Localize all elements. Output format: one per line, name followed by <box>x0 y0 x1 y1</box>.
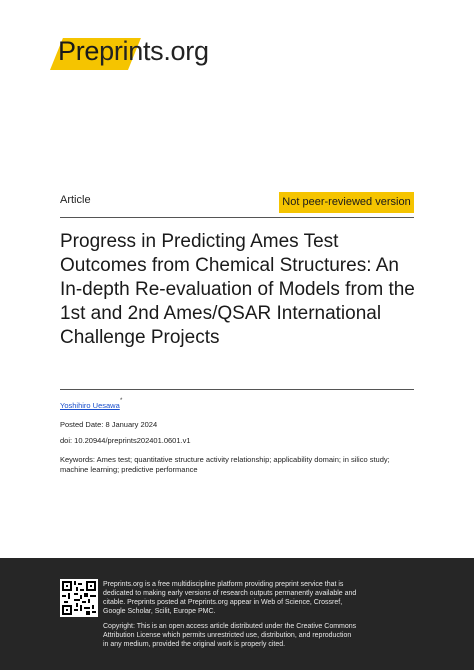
paper-title: Progress in Predicting Ames Test Outcomes from Chemical Structures: An In-depth Re-evaluation of Models from the 1st and 2nd Ames/QSAR International Challenge Projects <box>60 231 415 348</box>
doi: doi: 10.20944/preprints202401.0601.v1 <box>60 436 191 445</box>
divider-middle <box>60 389 414 390</box>
article-type-label: Article <box>60 194 91 206</box>
footer-about-text: Preprints.org is a free multidiscipline platform providing preprint service that is dedicated to making early versions of research outputs permanently available and citable. Preprints posted at Preprints.org appear in Web of Science, Crossref, Google Scholar, Scilit, Europe PMC. <box>103 581 357 615</box>
logo-text <box>58 36 209 67</box>
footer-copyright-text: Copyright: This is an open access article distributed under the Creative Commons Attribution License which permits unrestricted use, distribution, and reproduction in any medium, provided the original work is properly cited. <box>103 623 357 648</box>
posted-date: Posted Date: 8 January 2024 <box>60 420 158 429</box>
peer-review-badge: Not peer-reviewed version <box>279 192 414 213</box>
footer <box>0 558 474 670</box>
author-corresponding-mark: * <box>120 398 123 404</box>
author-link[interactable]: Yoshihiro Uesawa <box>60 401 120 410</box>
logo-pre: Pre <box>58 36 100 66</box>
logo-rest: prints.org <box>99 36 209 66</box>
divider-top <box>60 217 414 218</box>
preprints-logo[interactable] <box>40 38 240 72</box>
keywords: Keywords: Ames test; quantitative structure activity relationship; applicability domain; in silico study; machine learning; predictive performance <box>60 455 390 474</box>
qr-code-icon <box>60 579 98 617</box>
